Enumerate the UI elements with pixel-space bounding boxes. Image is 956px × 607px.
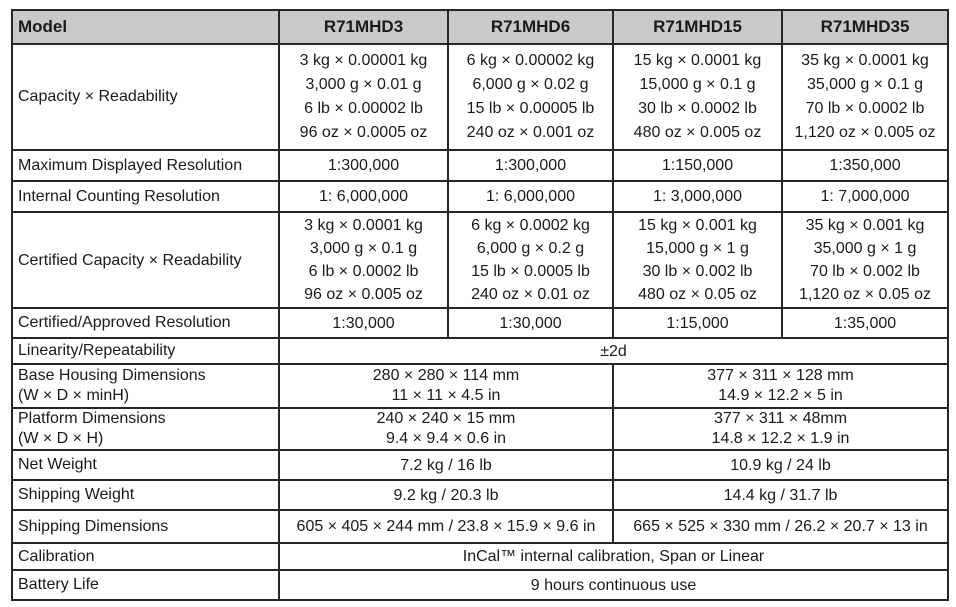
spec-line: 15 kg × 0.001 kg [638, 217, 757, 234]
row-label: Battery Life [12, 570, 279, 600]
spec-value: 1:15,000 [613, 308, 782, 338]
spec-line: 3 kg × 0.00001 kg [299, 52, 428, 69]
row-label: Internal Counting Resolution [12, 181, 279, 212]
row-label-line: (W × D × minH) [18, 387, 130, 404]
spec-line: 30 lb × 0.0002 lb [638, 100, 757, 117]
certified-capacity-cell-r71mhd3 [279, 212, 448, 308]
spec-line: 30 lb × 0.002 lb [642, 263, 753, 280]
capacity-cell-r71mhd15 [613, 44, 782, 150]
spec-value: 1: 6,000,000 [448, 181, 613, 212]
net-weight-small-models: 7.2 kg / 16 lb [279, 450, 613, 480]
row-internal-counting-resolution [12, 181, 948, 212]
row-linearity-repeatability [12, 338, 948, 364]
row-label [12, 364, 279, 408]
row-net-weight [12, 450, 948, 480]
row-base-housing-dimensions [12, 364, 948, 408]
row-label: Certified Capacity × Readability [12, 212, 279, 308]
row-shipping-weight [12, 480, 948, 510]
spec-value: 1: 7,000,000 [782, 181, 948, 212]
column-header-r71mhd3: R71MHD3 [279, 10, 448, 44]
model-header-label: Model [12, 10, 279, 44]
row-label-line: Platform Dimensions [18, 410, 166, 427]
certified-capacity-cell-r71mhd6 [448, 212, 613, 308]
spec-value: 1:300,000 [279, 150, 448, 181]
spec-line: 6 kg × 0.00002 kg [466, 52, 595, 69]
spec-value-span-all: InCal™ internal calibration, Span or Linear [279, 543, 948, 570]
spec-line: 240 oz × 0.001 oz [466, 124, 595, 141]
spec-line: 280 × 280 × 114 mm [372, 367, 520, 384]
certified-capacity-cell-r71mhd15 [613, 212, 782, 308]
certified-capacity-cell-r71mhd35 [782, 212, 948, 308]
spec-value: 1:30,000 [279, 308, 448, 338]
spec-line: 1,120 oz × 0.005 oz [794, 124, 936, 141]
shipping-dimensions-small-models: 605 × 405 × 244 mm / 23.8 × 15.9 × 9.6 in [279, 510, 613, 543]
spec-line: 35 kg × 0.001 kg [805, 217, 925, 234]
spec-line: 35,000 g × 0.1 g [806, 76, 924, 93]
capacity-cell-r71mhd35 [782, 44, 948, 150]
spec-line: 6 lb × 0.0002 lb [308, 263, 419, 280]
spec-line: 377 × 311 × 48mm [713, 410, 848, 427]
spec-value: 1:35,000 [782, 308, 948, 338]
row-label: Linearity/Repeatability [12, 338, 279, 364]
spec-value: 1:300,000 [448, 150, 613, 181]
row-shipping-dimensions [12, 510, 948, 543]
platform-small-models [279, 408, 613, 450]
shipping-weight-large-models: 14.4 kg / 31.7 lb [613, 480, 948, 510]
row-label [12, 408, 279, 450]
row-label: Maximum Displayed Resolution [12, 150, 279, 181]
spec-line: 6,000 g × 0.02 g [472, 76, 589, 93]
spec-line: 480 oz × 0.005 oz [633, 124, 762, 141]
row-label: Capacity × Readability [12, 44, 279, 150]
spec-value-span-all: ±2d [279, 338, 948, 364]
spec-line: 377 × 311 × 128 mm [707, 367, 854, 384]
spec-line: 3,000 g × 0.01 g [305, 76, 422, 93]
spec-line: 14.9 × 12.2 × 5 in [718, 387, 843, 404]
row-platform-dimensions [12, 408, 948, 450]
spec-line: 240 × 240 × 15 mm [376, 410, 516, 427]
spec-line: 70 lb × 0.002 lb [810, 263, 920, 280]
row-battery-life [12, 570, 948, 600]
shipping-weight-small-models: 9.2 kg / 20.3 lb [279, 480, 613, 510]
row-label: Shipping Dimensions [12, 510, 279, 543]
spec-line: 9.4 × 9.4 × 0.6 in [385, 430, 507, 447]
capacity-cell-r71mhd3 [279, 44, 448, 150]
row-label: Shipping Weight [12, 480, 279, 510]
spec-line: 96 oz × 0.005 oz [304, 286, 423, 303]
base-housing-large-models [613, 364, 948, 408]
spec-line: 1,120 oz × 0.05 oz [798, 286, 932, 303]
row-certified-capacity-readability [12, 212, 948, 308]
spec-value-span-all: 9 hours continuous use [279, 570, 948, 600]
spec-table [11, 9, 949, 601]
shipping-dimensions-large-models: 665 × 525 × 330 mm / 26.2 × 20.7 × 13 in [613, 510, 948, 543]
spec-value: 1:30,000 [448, 308, 613, 338]
spec-line: 480 oz × 0.05 oz [638, 286, 757, 303]
row-label: Calibration [12, 543, 279, 570]
row-label-line: (W × D × H) [18, 430, 104, 447]
spec-line: 240 oz × 0.01 oz [471, 286, 590, 303]
spec-value: 1: 6,000,000 [279, 181, 448, 212]
spec-line: 3 kg × 0.0001 kg [304, 217, 423, 234]
spec-line: 15 lb × 0.00005 lb [466, 100, 595, 117]
column-header-r71mhd35: R71MHD35 [782, 10, 948, 44]
spec-line: 15,000 g × 0.1 g [639, 76, 756, 93]
spec-value: 1: 3,000,000 [613, 181, 782, 212]
spec-line: 11 × 11 × 4.5 in [391, 387, 501, 404]
spec-value: 1:150,000 [613, 150, 782, 181]
column-header-r71mhd6: R71MHD6 [448, 10, 613, 44]
row-label-line: Base Housing Dimensions [18, 367, 206, 384]
spec-line: 15 lb × 0.0005 lb [471, 263, 590, 280]
platform-large-models [613, 408, 948, 450]
spec-line: 15 kg × 0.0001 kg [633, 52, 762, 69]
row-max-displayed-resolution [12, 150, 948, 181]
capacity-cell-r71mhd6 [448, 44, 613, 150]
spec-line: 6 lb × 0.00002 lb [304, 100, 423, 117]
spec-line: 70 lb × 0.0002 lb [805, 100, 925, 117]
row-label: Net Weight [12, 450, 279, 480]
base-housing-small-models [279, 364, 613, 408]
row-capacity-readability [12, 44, 948, 150]
spec-line: 6 kg × 0.0002 kg [471, 217, 590, 234]
spec-line: 6,000 g × 0.2 g [476, 240, 585, 257]
header-row [12, 10, 948, 44]
net-weight-large-models: 10.9 kg / 24 lb [613, 450, 948, 480]
spec-line: 35 kg × 0.0001 kg [801, 52, 929, 69]
spec-line: 96 oz × 0.0005 oz [299, 124, 428, 141]
row-certified-approved-resolution [12, 308, 948, 338]
row-label: Certified/Approved Resolution [12, 308, 279, 338]
spec-line: 3,000 g × 0.1 g [309, 240, 418, 257]
spec-line: 15,000 g × 1 g [646, 240, 749, 257]
row-calibration [12, 543, 948, 570]
column-header-r71mhd15: R71MHD15 [613, 10, 782, 44]
spec-line: 35,000 g × 1 g [813, 240, 917, 257]
spec-line: 14.8 × 12.2 × 1.9 in [711, 430, 850, 447]
spec-value: 1:350,000 [782, 150, 948, 181]
